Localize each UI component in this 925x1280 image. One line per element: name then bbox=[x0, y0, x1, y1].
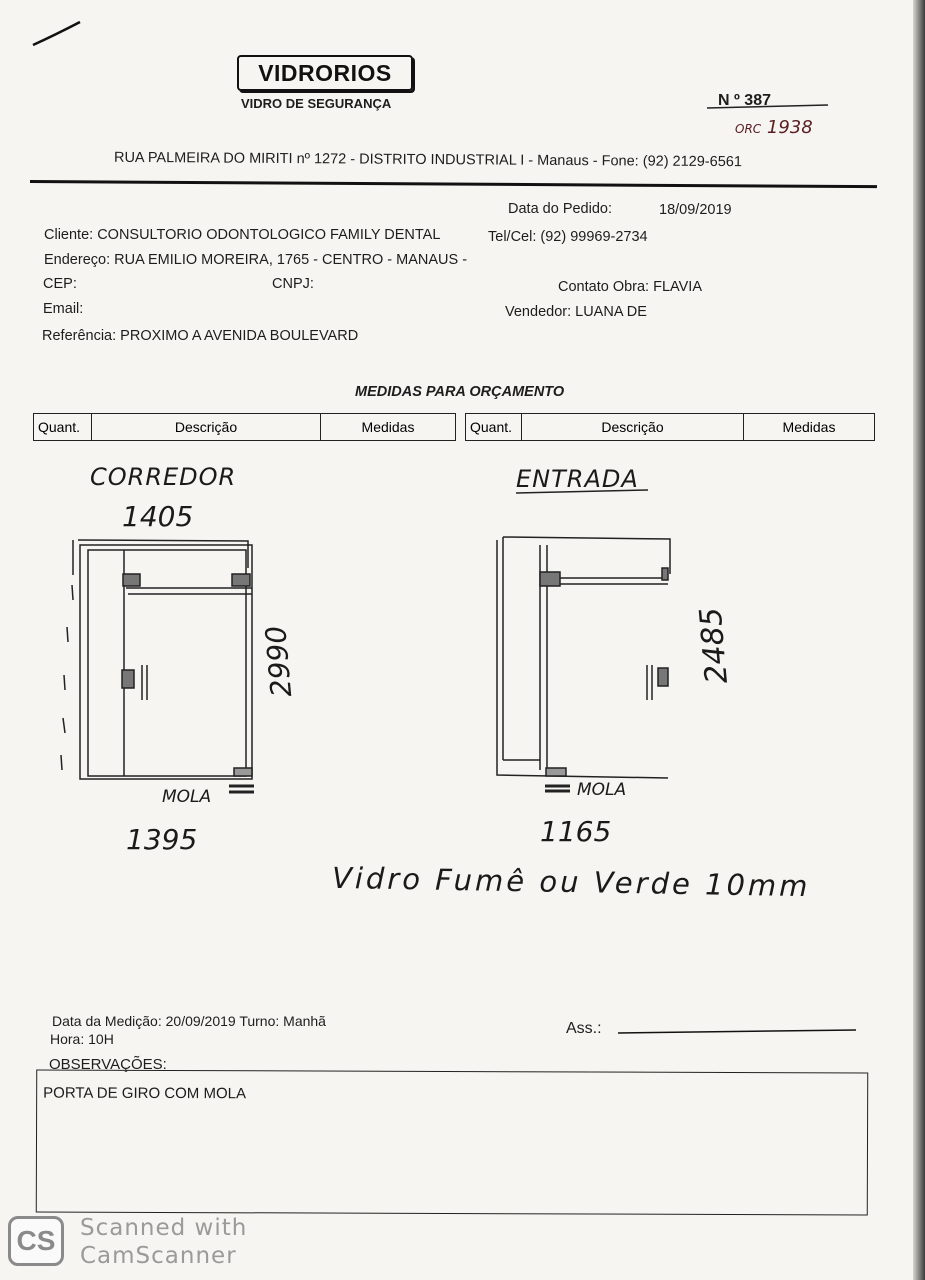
observations-box bbox=[36, 1070, 868, 1216]
watermark-line-2: CamScanner bbox=[80, 1243, 237, 1269]
salesperson: Vendedor: LUANA DE bbox=[505, 304, 647, 320]
width-bottom-entrada: 1165 bbox=[540, 815, 612, 848]
section-title: MEDIDAS PARA ORÇAMENTO bbox=[355, 384, 565, 400]
email-label: Email: bbox=[43, 301, 84, 317]
measurements-table-header-right bbox=[465, 413, 875, 441]
company-logo bbox=[237, 55, 413, 91]
measurements-table-header-left bbox=[33, 413, 456, 441]
scan-edge-shadow bbox=[913, 0, 925, 1280]
header-descricao: Descrição bbox=[522, 414, 744, 440]
client-phone: Tel/Cel: (92) 99969-2734 bbox=[488, 229, 648, 245]
header-medidas: Medidas bbox=[782, 419, 836, 435]
observations-text: PORTA DE GIRO COM MOLA bbox=[43, 1084, 247, 1103]
header-descricao: Descrição bbox=[92, 414, 321, 440]
measurement-date: Data da Medição: 20/09/2019 Turno: Manhã bbox=[52, 1013, 326, 1029]
height-entrada: 2485 bbox=[693, 605, 735, 686]
order-date-label: Data do Pedido: bbox=[508, 201, 612, 217]
document-number: N º 387 bbox=[718, 92, 771, 109]
measurement-time: Hora: 10H bbox=[50, 1031, 114, 1047]
client-name: Cliente: CONSULTORIO ODONTOLOGICO FAMILY DENTAL bbox=[44, 227, 441, 243]
signature-label: Ass.: bbox=[566, 1020, 602, 1037]
order-date: 18/09/2019 bbox=[659, 202, 732, 218]
company-tagline: VIDRO DE SEGURANÇA bbox=[241, 96, 392, 111]
header-quant: Quant. bbox=[34, 414, 92, 440]
door-diagram-entrada bbox=[497, 537, 670, 791]
pen-mark bbox=[33, 22, 80, 45]
company-name: VIDRORIOS bbox=[258, 59, 392, 86]
camscanner-watermark bbox=[80, 1214, 247, 1270]
header-quant: Quant. bbox=[466, 414, 522, 440]
width-top-corredor: 1405 bbox=[122, 500, 194, 533]
watermark-line-1: Scanned with bbox=[80, 1215, 248, 1241]
orc-value: 1938 bbox=[766, 117, 813, 138]
observations-label: OBSERVAÇÕES: bbox=[49, 1056, 167, 1073]
door-diagram-corredor bbox=[61, 540, 254, 792]
orc-label: ORC bbox=[735, 122, 762, 136]
reference: Referência: PROXIMO A AVENIDA BOULEVARD bbox=[42, 328, 359, 344]
client-address: Endereço: RUA EMILIO MOREIRA, 1765 - CENTRO - MANAUS - bbox=[44, 252, 468, 268]
hardware-entrada: MOLA bbox=[577, 780, 627, 800]
orc-number bbox=[735, 117, 813, 138]
height-corredor: 2990 bbox=[259, 624, 299, 699]
cnpj-label: CNPJ: bbox=[272, 276, 314, 292]
drawing-title-corredor: CORREDOR bbox=[90, 463, 237, 491]
header-medidas: Medidas bbox=[361, 419, 415, 435]
hardware-corredor: MOLA bbox=[162, 787, 212, 807]
site-contact: Contato Obra: FLAVIA bbox=[558, 279, 702, 295]
handwritten-glass-note: Vidro Fumê ou Verde 10mm bbox=[331, 860, 811, 904]
cep-label: CEP: bbox=[43, 276, 77, 292]
company-address: RUA PALMEIRA DO MIRITI nº 1272 - DISTRITO INDUSTRIAL I - Manaus - Fone: (92) 2129-6561 bbox=[113, 149, 742, 171]
width-bottom-corredor: 1395 bbox=[126, 823, 198, 856]
drawing-title-entrada: ENTRADA bbox=[516, 465, 639, 493]
camscanner-logo-icon: CS bbox=[8, 1216, 64, 1266]
